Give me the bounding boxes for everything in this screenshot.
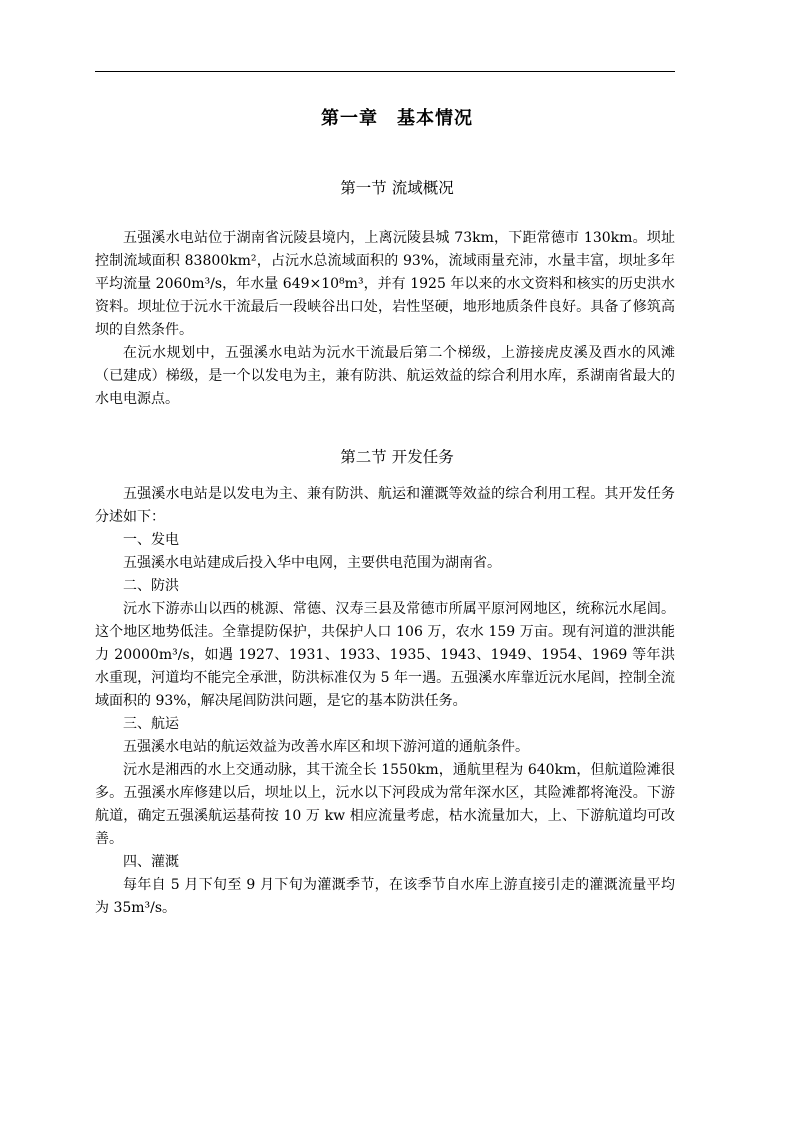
paragraph: 五强溪水电站是以发电为主、兼有防洪、航运和灌溉等效益的综合利用工程。其开发任务分述如下： [95,486,675,525]
paragraph: 五强溪水电站位于湖南省沅陵县境内，上离沅陵县城 73km，下距常德市 130km。坝址控制流域面积 83800km²，占沅水总流域面积的 93%，流域雨量充沛，水量丰富，坝址多年平均流量 2060m³/s，年水量 649×10⁸m³，并有 1925 年以来的水文资料和核实的历史洪水资料。坝址位于沅水干流最后一段峡谷出口处，岩性坚硬，地形地质条件良好。具备了修筑高坝的自然条件。 [95,230,675,338]
paragraph: 五强溪水电站的航运效益为改善水库区和坝下游河道的通航条件。 [123,739,529,755]
item-heading-irrigation: 四、灌溉 [123,854,179,870]
paragraph: 沅水是湘西的水上交通动脉，其干流全长 1550km，通航里程为 640km，但航道险滩很多。五强溪水库修建以后，坝址以上，沅水以下河段成为常年深水区，其险滩都将淹没。下游航道，确定五强溪航运基荷按 10 万 kw 相应流量考虑，枯水流量加大，上、下游航道均可改善。 [95,762,675,847]
header-rule [95,71,675,72]
section-title-1: 第一节 流域概况 [340,179,454,197]
item-heading-shipping: 三、航运 [123,716,179,732]
item-heading-flood: 二、防洪 [123,578,179,594]
paragraph: 在沅水规划中，五强溪水电站为沅水干流最后第二个梯级，上游接虎皮溪及酉水的风滩（已建成）梯级，是一个以发电为主，兼有防洪、航运效益的综合利用水库，系湖南省最大的水电电源点。 [95,345,675,407]
chapter-title: 第一章 基本情况 [321,108,473,129]
paragraph: 每年自 5 月下旬至 9 月下旬为灌溉季节，在该季节自水库上游直接引走的灌溉流量平均为 35m³/s。 [95,877,675,916]
paragraph: 沅水下游赤山以西的桃源、常德、汉寿三县及常德市所属平原河网地区，统称沅水尾闾。这个地区地势低洼。全靠提防保护，共保护人口 106 万，农水 159 万亩。现有河道的泄洪能力 20000m³/s，如遇 1927、1931、1933、1935、1943、1949、1954、1969 等年洪水重现，河道均不能完全承泄，防洪标准仅为 5 年一遇。五强溪水库靠近沅水尾闾，控制全流域面积的 93%，解决尾闾防洪问题，是它的基本防洪任务。 [95,601,675,709]
item-heading-power: 一、发电 [123,532,179,548]
paragraph: 五强溪水电站建成后投入华中电网，主要供电范围为湖南省。 [123,555,501,571]
section-2-body [95,483,675,920]
section-1-body [95,227,675,411]
section-title-2: 第二节 开发任务 [340,448,454,466]
